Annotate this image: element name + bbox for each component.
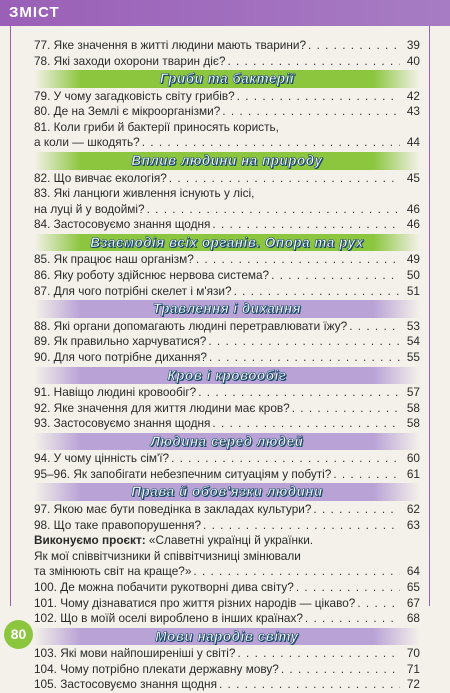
dot-leader — [234, 284, 400, 300]
toc-entry-page: 57 — [406, 385, 420, 399]
dot-leader — [281, 662, 400, 678]
section-heading: Травлення і дихання — [34, 300, 420, 318]
dot-leader — [147, 202, 400, 218]
toc-entry[interactable] — [34, 334, 420, 350]
toc-entry-title: 91. Навіщо людині кровообіг? — [34, 385, 197, 399]
toc-entry-title: на луці й у водоймі? — [34, 201, 145, 216]
toc-entry-page: 67 — [406, 595, 420, 610]
toc-entry[interactable] — [34, 662, 420, 678]
toc-entry-text: Як мої співвітчизники й співвітчизниці змінювали — [34, 548, 301, 563]
toc-entry-title: 101. Чому дізнаватися про життя різних народів — цікаво? — [34, 595, 356, 610]
dot-leader — [357, 596, 400, 612]
toc-entry-title: 79. У чому загадковість світу грибів? — [34, 88, 235, 103]
toc-entry[interactable] — [34, 596, 420, 612]
toc-entry-page: 61 — [406, 466, 420, 481]
section-heading: Кров і кровообіг — [34, 367, 420, 385]
toc-entry-title: 84. Застосовуємо знання щодня — [34, 217, 211, 232]
toc-entry-page: 50 — [406, 268, 420, 283]
toc-entry-title: 85. Як працює наш організм? — [34, 252, 194, 267]
dot-leader — [296, 580, 400, 596]
toc-entry[interactable] — [34, 38, 420, 54]
toc-entry-page: 58 — [406, 416, 420, 431]
toc-entry-title: 98. Що таке правопорушення? — [34, 517, 202, 532]
toc-entry-page: 72 — [406, 677, 420, 692]
dot-leader — [292, 401, 400, 417]
dot-leader — [308, 38, 400, 54]
toc-entry[interactable] — [34, 104, 420, 120]
toc-entry-page: 64 — [406, 564, 420, 579]
section-heading: Вплив людини на природу — [34, 152, 420, 170]
toc-entry-title: 77. Яке значення в житті людини мають тварини? — [34, 38, 307, 52]
dot-leader — [212, 217, 400, 233]
toc-entry[interactable] — [34, 611, 420, 627]
toc-entry-text: 81. Коли гриби й бактерії приносять користь, — [34, 119, 279, 134]
toc-entry[interactable] — [34, 284, 420, 300]
toc-entry-line — [34, 549, 420, 565]
section-heading: Людина серед людей — [34, 433, 420, 451]
toc-entry-page: 65 — [406, 579, 420, 594]
dot-leader — [171, 451, 400, 467]
toc-entry-line — [34, 186, 420, 202]
toc-entry[interactable] — [34, 385, 420, 401]
toc-entry-title: 104. Чому потрібно плекати державну мову? — [34, 661, 279, 676]
toc-entry-page: 54 — [406, 334, 420, 349]
dot-leader — [227, 54, 400, 70]
toc-entry[interactable] — [34, 502, 420, 518]
toc-entry-title: 87. Для чого потрібні скелет і м'язи? — [34, 283, 232, 298]
toc-entry[interactable] — [34, 677, 420, 693]
dot-leader — [219, 677, 400, 693]
dot-leader — [142, 135, 400, 151]
toc-entry-title: 93. Застосовуємо знання щодня — [34, 416, 211, 431]
toc-entry-page: 43 — [406, 104, 420, 119]
toc-entry-title: 102. Що в моїй оселі вироблено в інших країнах? — [34, 611, 303, 626]
toc-entry-page: 49 — [406, 252, 420, 267]
toc-entry[interactable] — [34, 319, 420, 335]
toc-entry-page: 55 — [406, 349, 420, 364]
toc-entry-page: 63 — [406, 517, 420, 532]
toc-entry[interactable] — [34, 416, 420, 432]
toc-entry-page: 58 — [406, 400, 420, 415]
toc-entry-page: 60 — [406, 451, 420, 466]
dot-leader — [196, 252, 400, 268]
dot-leader — [349, 319, 400, 335]
toc-entry[interactable] — [34, 467, 420, 483]
dot-leader — [222, 104, 400, 120]
toc-entry[interactable] — [34, 252, 420, 268]
toc-entry-page: 45 — [406, 170, 420, 185]
toc-entry-title: 82. Що вивчає екологія? — [34, 170, 167, 185]
toc-entry-title: 105. Застосовуємо знання щодня — [34, 677, 217, 692]
toc-entry-title: 92. Яке значення для життя людини має кров? — [34, 400, 290, 415]
toc-entry-title: 88. Які органи допомагають людині перетравлювати їжу? — [34, 318, 348, 333]
toc-entry[interactable] — [34, 401, 420, 417]
dot-leader — [209, 350, 400, 366]
dot-leader — [333, 467, 400, 483]
dot-leader — [203, 518, 400, 534]
toc-entry[interactable] — [34, 268, 420, 284]
toc-entry-text: 83. Які ланцюги живлення існують у лісі, — [34, 186, 255, 201]
toc-entry-title: 89. Як правильно харчуватися? — [34, 334, 207, 349]
toc-entry[interactable] — [34, 54, 420, 70]
toc-entry-title: 78. Які заходи охорони тварин діє? — [34, 53, 226, 68]
toc-entry-text: «Славетні українці й українки. — [148, 533, 314, 548]
toc-entry-page: 46 — [406, 201, 420, 216]
page-title: ЗМІСТ — [9, 4, 60, 21]
toc-entry-title: 95–96. Як запобігати небезпечним ситуаціям у побуті? — [34, 466, 332, 481]
toc-entry-title: а коли — шкодять? — [34, 135, 140, 150]
toc-entry-title: 86. Яку роботу здійснює нервова система? — [34, 268, 270, 283]
toc-entry[interactable] — [34, 202, 420, 218]
toc-entry-page: 62 — [406, 501, 420, 516]
dot-leader — [208, 334, 400, 350]
toc-entry-line — [34, 533, 420, 549]
toc-entry[interactable] — [34, 350, 420, 366]
toc-entry-page: 51 — [406, 283, 420, 298]
toc-entry-title: 94. У чому цінність сім'ї? — [34, 451, 170, 466]
toc-entry[interactable] — [34, 89, 420, 105]
page-number-badge: 80 — [4, 620, 33, 649]
toc-entry[interactable] — [34, 171, 420, 187]
toc-entry-title: 80. Де на Землі є мікроорганізми? — [34, 104, 221, 119]
toc-entry-page: 70 — [406, 646, 420, 661]
toc-entry[interactable] — [34, 564, 420, 580]
toc-entry-line — [34, 120, 420, 136]
section-heading: Мови народів світу — [34, 628, 420, 646]
toc-entry-title: та змінюють світ на краще?» — [34, 564, 192, 579]
toc-entry[interactable] — [34, 580, 420, 596]
dot-leader — [305, 611, 400, 627]
dot-leader — [193, 564, 400, 580]
toc-entry-page: 40 — [406, 53, 420, 68]
toc-entry[interactable] — [34, 135, 420, 151]
toc-entry[interactable] — [34, 646, 420, 662]
header-bar — [0, 0, 450, 26]
toc-entry-title: 103. Які мови найпоширеніші у світі? — [34, 646, 236, 661]
dot-leader — [313, 502, 400, 518]
toc-entry-page: 46 — [406, 217, 420, 232]
toc-entry-page: 44 — [406, 135, 420, 150]
toc-entry-page: 42 — [406, 88, 420, 103]
toc-entry[interactable] — [34, 217, 420, 233]
project-label: Виконуємо проєкт: — [34, 533, 149, 548]
toc-entry-page: 39 — [406, 38, 420, 52]
toc-entry-title: 90. Для чого потрібне дихання? — [34, 349, 207, 364]
toc-entry[interactable] — [34, 451, 420, 467]
table-of-contents — [34, 38, 420, 693]
toc-entry-title: 100. Де можна побачити рукотворні дива світу? — [34, 579, 294, 594]
dot-leader — [169, 171, 400, 187]
dot-leader — [271, 268, 400, 284]
toc-entry-page: 71 — [406, 661, 420, 676]
section-heading: Взаємодія всіх органів. Опора та рух — [34, 234, 420, 252]
section-heading: Права й обов'язки людини — [34, 483, 420, 501]
dot-leader — [198, 385, 400, 401]
toc-entry-page: 68 — [406, 611, 420, 626]
dot-leader — [212, 416, 400, 432]
section-heading: Гриби та бактерії — [34, 70, 420, 88]
toc-entry-title: 97. Якою має бути поведінка в закладах культури? — [34, 501, 312, 516]
dot-leader — [237, 646, 400, 662]
toc-entry[interactable] — [34, 518, 420, 534]
toc-entry-page: 53 — [406, 318, 420, 333]
dot-leader — [237, 89, 400, 105]
